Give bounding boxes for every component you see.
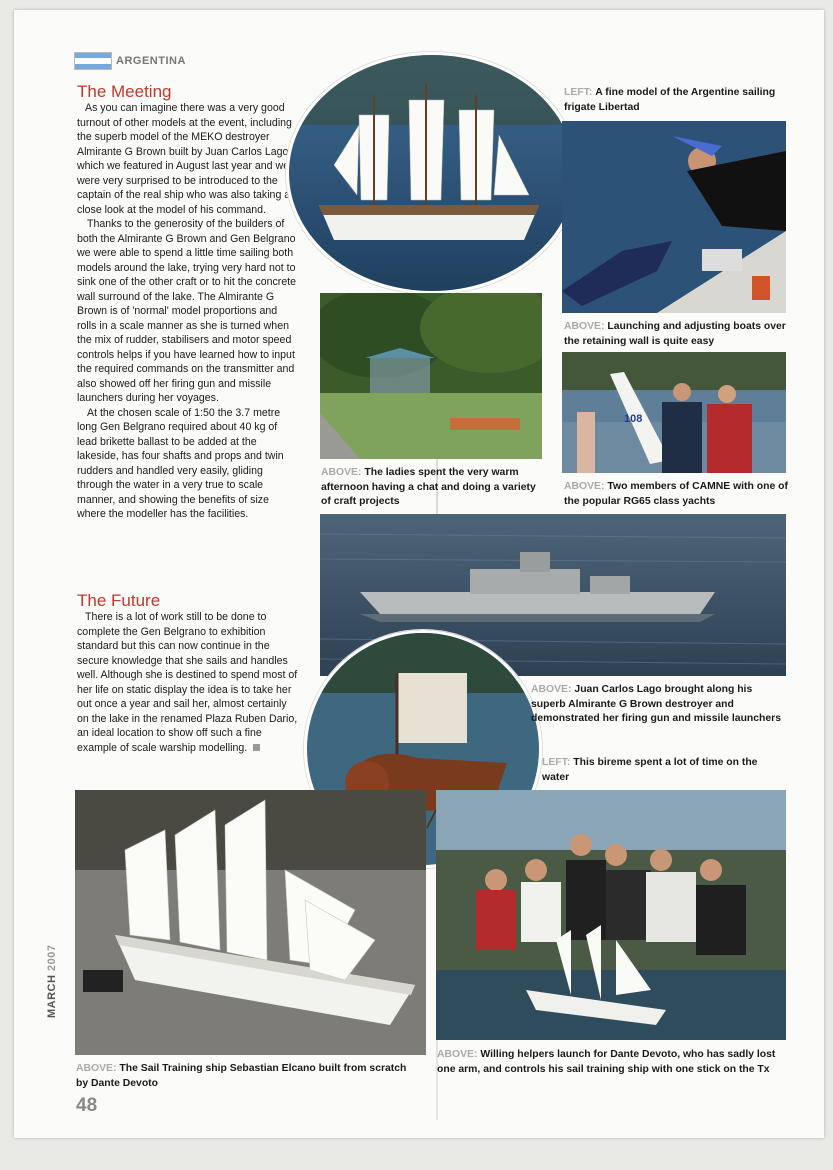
caption-label: ABOVE: bbox=[321, 467, 362, 478]
country-tag: ARGENTINA bbox=[116, 55, 186, 67]
issue-month: MARCH bbox=[46, 974, 58, 1018]
caption-label: ABOVE: bbox=[564, 321, 605, 332]
sail-number: 108 bbox=[624, 413, 643, 425]
caption-text: The Sail Training ship Sebastian Elcano built from scratch by Dante Devoto bbox=[76, 1063, 407, 1089]
article-text-meeting bbox=[77, 101, 299, 522]
issue-year: 2007 bbox=[46, 944, 58, 971]
caption-text: Juan Carlos Lago brought along his superb Almirante G Brown destroyer and demonstrated her firing gun and missile launchers bbox=[531, 684, 782, 724]
photo-dante-devoto-helpers bbox=[436, 790, 786, 1040]
page-number: 48 bbox=[76, 1095, 98, 1116]
end-of-article-mark bbox=[253, 744, 260, 751]
caption-bireme bbox=[542, 756, 774, 785]
caption-text: The ladies spent the very warm afternoon having a chat and doing a variety of craft projects bbox=[321, 467, 536, 507]
caption-label: ABOVE: bbox=[437, 1049, 478, 1060]
caption-elcano bbox=[76, 1062, 416, 1091]
caption-camne bbox=[564, 480, 789, 509]
photo-camne-yacht bbox=[562, 352, 786, 473]
caption-text: This bireme spent a lot of time on the water bbox=[542, 757, 758, 783]
section-heading-meeting: The Meeting bbox=[77, 82, 172, 101]
photo-sebastian-elcano bbox=[75, 790, 426, 1055]
caption-text: Launching and adjusting boats over the retaining wall is quite easy bbox=[564, 321, 786, 347]
caption-libertad bbox=[564, 86, 779, 115]
article-text-future bbox=[77, 610, 299, 755]
caption-text: A fine model of the Argentine sailing frigate Libertad bbox=[564, 87, 776, 113]
issue-date bbox=[46, 945, 58, 1019]
argentina-flag-icon bbox=[74, 52, 112, 70]
paragraph: Thanks to the generosity of the builders of both the Almirante G Brown and Gen Belgrano we were able to spend a little time sailing both models around the lake, trying very hard not to sink one of the other craft or to hit the concrete wall surround of the lake. The Almirante G Brown is of 'normal' model proportions and rolls in a scale manner as she is turned when the mix of rudder, stabilisers and motor speed controls helps if you have learned how to input the required commands on the transmitter and also showed off her firing gun and missile launchers during her voyages. bbox=[77, 218, 297, 404]
caption-label: ABOVE: bbox=[76, 1063, 117, 1074]
photo-launching-boats bbox=[562, 121, 786, 313]
caption-text: Two members of CAMNE with one of the popular RG65 class yachts bbox=[564, 481, 788, 507]
caption-almirante-brown bbox=[531, 683, 781, 727]
caption-label: LEFT: bbox=[542, 757, 571, 768]
photo-libertad-frigate bbox=[286, 52, 578, 294]
caption-label: ABOVE: bbox=[531, 684, 572, 695]
caption-launching bbox=[564, 320, 789, 349]
photo-ladies-craft bbox=[320, 293, 542, 459]
paragraph-text: There is a lot of work still to be done to complete the Gen Belgrano to exhibition standard but this can now continue in the secure knowledge that she sails and handles well. Although she is destined to spend most of her life on static display the idea is to take her out once a year and sail her, almost certainly on the lake in the renamed Plaza Ruben Dario, an ideal location to show off such a fine example of scale warship modelling. bbox=[77, 611, 298, 754]
caption-label: ABOVE: bbox=[564, 481, 605, 492]
caption-text: Willing helpers launch for Dante Devoto, who has sadly lost one arm, and controls his sail training ship with one stick on the Tx bbox=[437, 1049, 776, 1075]
caption-ladies bbox=[321, 466, 536, 510]
paragraph bbox=[77, 610, 299, 755]
paragraph: As you can imagine there was a very good turnout of other models at the event, including the superb model of the MEKO destroyer Almirante G Brown built by Juan Carlos Lago which we featured in August last year and we were very surprised to be introduced to the captain of the real ship who was also taking a close look at the model of his command. bbox=[77, 102, 292, 216]
caption-devoto bbox=[437, 1048, 782, 1077]
paragraph: At the chosen scale of 1:50 the 3.7 metre long Gen Belgrano required about 40 kg of lead brikette ballast to be added at the lakeside, has four shafts and props and twin rudders and handled very easily, gliding through the water in a very true to scale manner, and showing the benefits of size where the modeller has the facilities. bbox=[77, 406, 284, 520]
section-heading-future: The Future bbox=[77, 591, 161, 610]
caption-label: LEFT: bbox=[564, 87, 593, 98]
